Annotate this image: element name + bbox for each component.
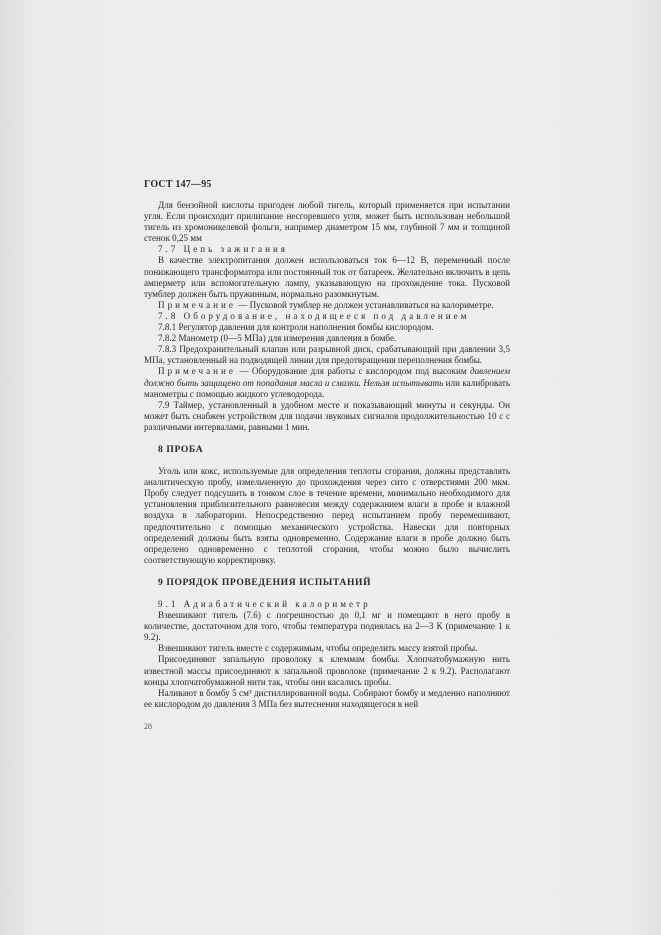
note-7-7 [144,300,510,311]
section-9-1-para-1: Взвешивают тигель (7.6) с погрешностью до 0,1 мг и помещают в него пробу в количестве, достаточном для того, чтобы температура поднялась на 2—3 К (примечание 1 к 9.2). [144,610,510,643]
section-8-heading: 8 ПРОБА [158,443,204,455]
section-7-8-title: 7.8 Оборудование, находящееся под давлением [158,310,470,321]
section-7-8-1: 7.8.1 Регулятор давления для контроля наполнения бомбы кислородом. [158,322,434,333]
note-text-b: давлением должно быть защищено от попадания масла и смазки. Нельзя испытывать [144,366,510,388]
note-label: Примечание [158,366,236,377]
section-9-1-para-2: Взвешивают тигель вместе с содержимым, чтобы определить массу взятой пробы. [158,643,478,654]
section-9-1-para-3: Присоединяют запальную проволоку к клеммам бомбы. Хлопчатобумажную нить известной массы присоединяют к запальной проволоке (примечание 2 к 9.2). Располагают концы хлопчатобумажной нити так, чтобы они касались пробы. [144,654,510,687]
section-7-8-3: 7.8.3 Предохранительный клапан или разрывной диск, срабатывающий при давлении 3,5 МПа, установленный на подводящей линии для предотвращения переполнения бомбы. [144,344,510,366]
note-text-a: — Оборудование для работы с кислородом под высоким [235,366,470,377]
section-7-7-title: 7.7 Цепь зажигания [158,244,288,255]
page-content [144,200,510,710]
note-text-c: или калибровать манометры с помощью жидкого углеводорода. [144,377,511,399]
section-8-text: Уголь или кокс, используемые для определения теплоты сгорания, должны представлять аналитическую пробу, измельченную до прохождения через сито с отверстиями 200 мкм. Пробу следует подсушить в тонком слое в течение времени, минимально необходимого для установления приблизительного равновесия между содержанием влаги в пробе и влажной воздуха в лаборатории. Непосредственно перед испытанием пробу перемешивают, предпочтительно с помощью механического устройства. Навески для повторных определений должны быть взяты одновременно. Содержание влаги в пробе должно быть определено одновременно с теплотой сгорания, чтобы можно было вычислить соответствующую корректировку. [144,466,510,565]
section-7-7-text: В качестве электропитания должен использоваться ток 6—12 В, переменный после понижающего трансформатора или постоянный ток от батареек. Желательно включить в цепь амперметр или вспомогательную лампу, указывающую на прохождение тока. Пусковой тумблер должен быть пружинным, нормально разомкнутым. [144,255,510,299]
section-9-1-title: 9.1 Адиабатический калориметр [158,599,371,609]
note-label: Примечание [158,299,236,310]
section-9-heading: 9 ПОРЯДОК ПРОВЕДЕНИЯ ИСПЫТАНИЙ [158,576,372,588]
note-text: — Пусковой тумблер не должен устанавливаться на калориметре. [235,299,494,310]
page-header: ГОСТ 147—95 [144,179,212,190]
section-7-8-2: 7.8.2 Манометр (0—5 МПа) для измерения давления в бомбе. [158,333,397,344]
paragraph-crucible: Для бензойной кислоты пригоден любой тигель, который применяется при испытании угля. Если происходит прилипание несгоревшего угля, может быть использован небольшой тигель из хромоникелевой фольги, например диаметром 15 мм, глубиной 7 мм и толщиной стенок 0,25 мм [144,200,510,244]
note-7-8 [144,366,510,399]
section-7-9: 7.9 Таймер, установленный в удобном месте и показывающий минуты и секунды. Он может быть снабжен устройством для подачи звуковых сигналов продолжительностью 10 с с различными интервалами, равными 1 мин. [144,399,510,432]
section-9-1-para-4: Наливают в бомбу 5 см³ дистиллированной воды. Собирают бомбу и медленно наполняют ее кислородом до давления 3 МПа без вытеснения находящегося в ней [144,687,510,709]
page-number: 28 [144,722,152,731]
